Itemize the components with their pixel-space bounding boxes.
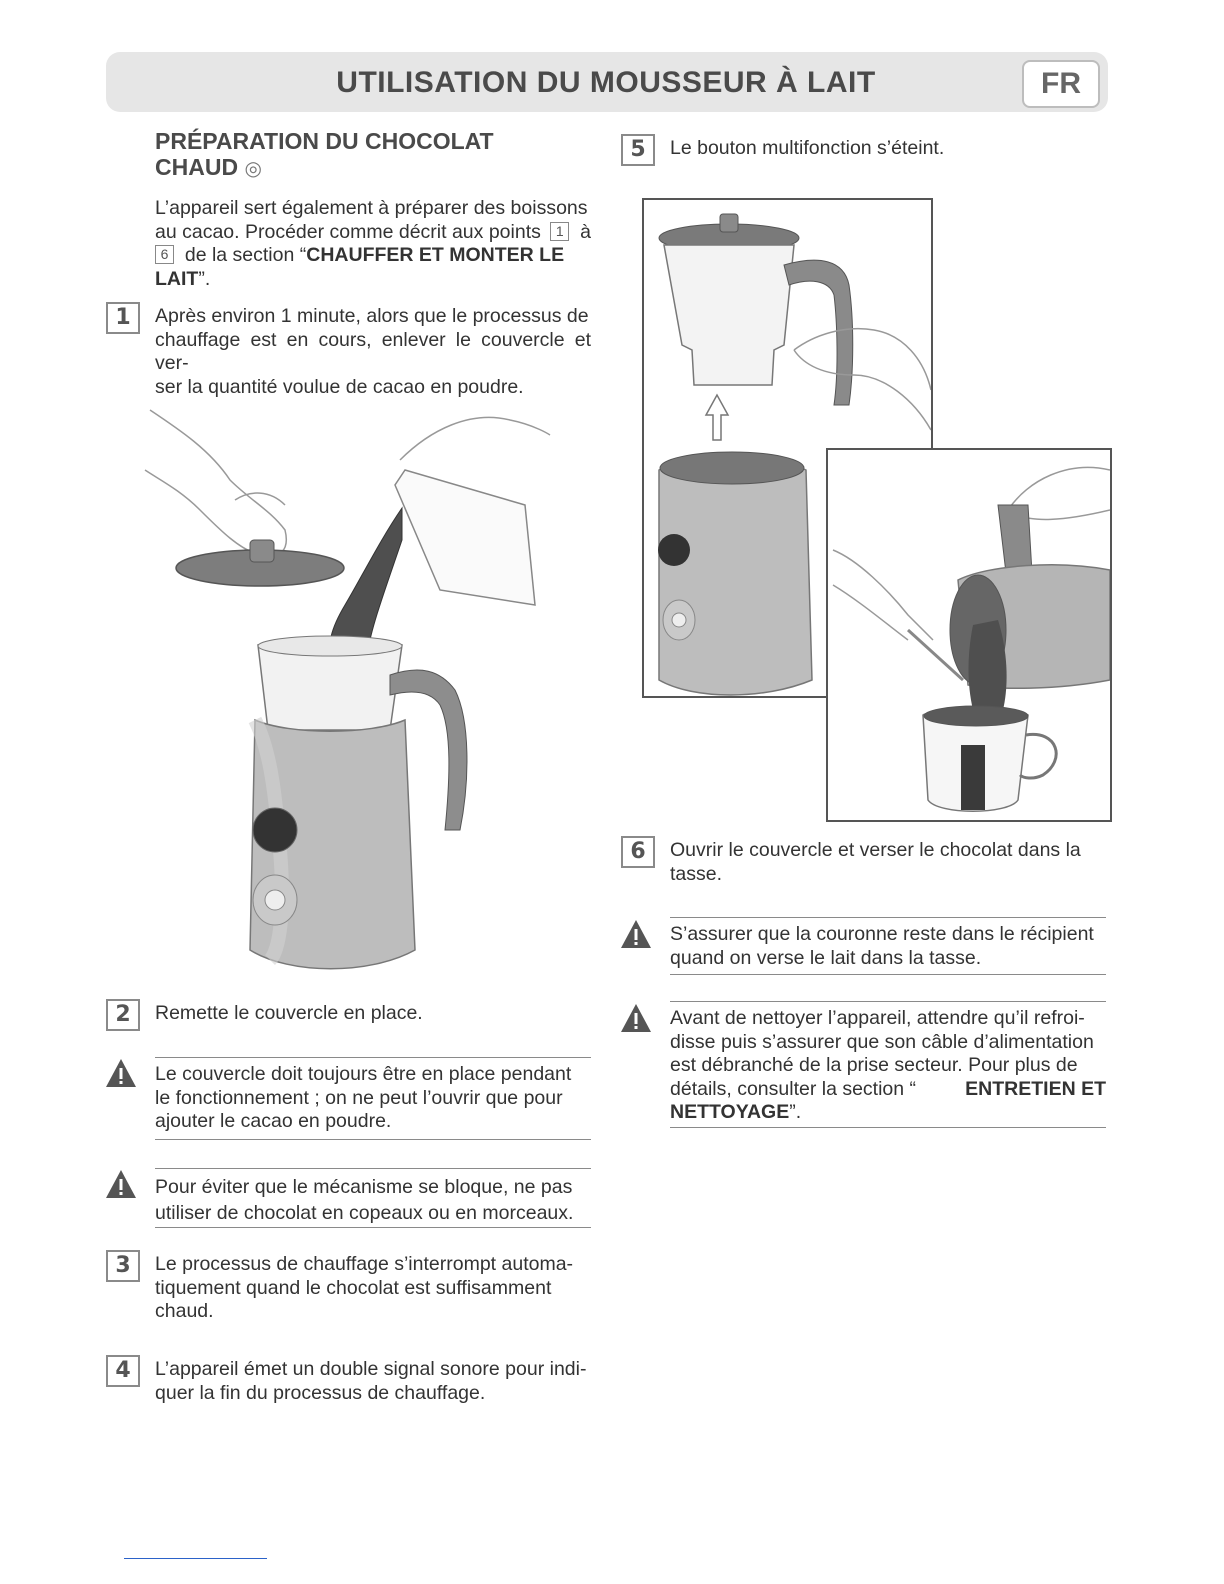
hot-chocolate-symbol-icon: ◎ <box>244 158 262 180</box>
intro-line: 6 de la section “CHAUFFER ET MONTER LE <box>155 244 591 268</box>
warning-icon <box>104 1168 138 1200</box>
warning-3-text: S’assurer que la couronne reste dans le récipient quand on verse le lait dans la tasse. <box>670 923 1094 969</box>
warning-icon <box>619 918 653 950</box>
section-title-line1: PRÉPARATION DU CHOCOLAT <box>155 128 494 154</box>
warning-rule <box>155 1168 591 1169</box>
step-1-text: Après environ 1 minute, alors que le processus de chauffage est en cours, enlever le couvercle et ver- ser la quantité voulue de cacao en poudre. <box>155 305 591 398</box>
warning-2-text: Pour éviter que le mécanisme se bloque, ne pas utiliser de chocolat en copeaux ou en morceaux. <box>155 1176 574 1224</box>
step-number-3: 3 <box>106 1250 140 1282</box>
warning-rule <box>155 1139 591 1140</box>
warning-rule <box>155 1057 591 1058</box>
warning-icon <box>619 1002 653 1034</box>
warning-rule <box>670 917 1106 918</box>
step-number-4: 4 <box>106 1355 140 1387</box>
cocoa-adding-illustration <box>140 390 560 980</box>
step-2-text: Remette le couvercle en place. <box>155 1002 423 1024</box>
step-6-text: Ouvrir le couvercle et verser le chocolat dans la tasse. <box>670 839 1081 885</box>
step-4-text: L’appareil émet un double signal sonore pour indi- quer la fin du processus de chauffage. <box>155 1358 587 1404</box>
intro-paragraph <box>155 197 591 291</box>
warning-4-text: Avant de nettoyer l’appareil, attendre qu’il refroi- disse puis s’assurer que son câble d’alimentation est débranché de la prise secteur. Pour plus de détails, consulter la section “ ENTRETIEN ET NETTOYAGE”. <box>670 1007 1106 1123</box>
footer-link-underline <box>124 1558 267 1559</box>
warning-1-text: Le couvercle doit toujours être en place pendant le fonctionnement ; on ne peut l’ouvrir que pour ajouter le cacao en poudre. <box>155 1063 572 1132</box>
section-title-line2: CHAUD <box>155 154 239 180</box>
warning-rule <box>155 1227 591 1228</box>
page-title: UTILISATION DU MOUSSEUR À LAIT <box>336 66 876 99</box>
warning-rule <box>670 974 1106 975</box>
intro-line: L’appareil sert également à préparer des boissons <box>155 197 588 219</box>
step-number-6: 6 <box>621 836 655 868</box>
warning-rule <box>670 1127 1106 1128</box>
step-number-1: 1 <box>106 302 140 334</box>
intro-line: au cacao. Procéder comme décrit aux points 1 à <box>155 220 591 243</box>
language-badge: FR <box>1022 60 1100 108</box>
step-number-2: 2 <box>106 999 140 1031</box>
step-5-text: Le bouton multifonction s’éteint. <box>670 137 945 159</box>
pour-chocolate-illustration <box>826 448 1112 822</box>
step-ref-box: 1 <box>550 222 569 241</box>
step-ref-box: 6 <box>155 245 174 264</box>
warning-icon <box>104 1057 138 1089</box>
intro-line: LAIT”. <box>155 267 211 290</box>
step-3-text: Le processus de chauffage s’interrompt automa- tiquement quand le chocolat est suffisamment chaud. <box>155 1253 574 1322</box>
section-title <box>155 128 575 182</box>
warning-rule <box>670 1001 1106 1002</box>
step-number-5: 5 <box>621 134 655 166</box>
